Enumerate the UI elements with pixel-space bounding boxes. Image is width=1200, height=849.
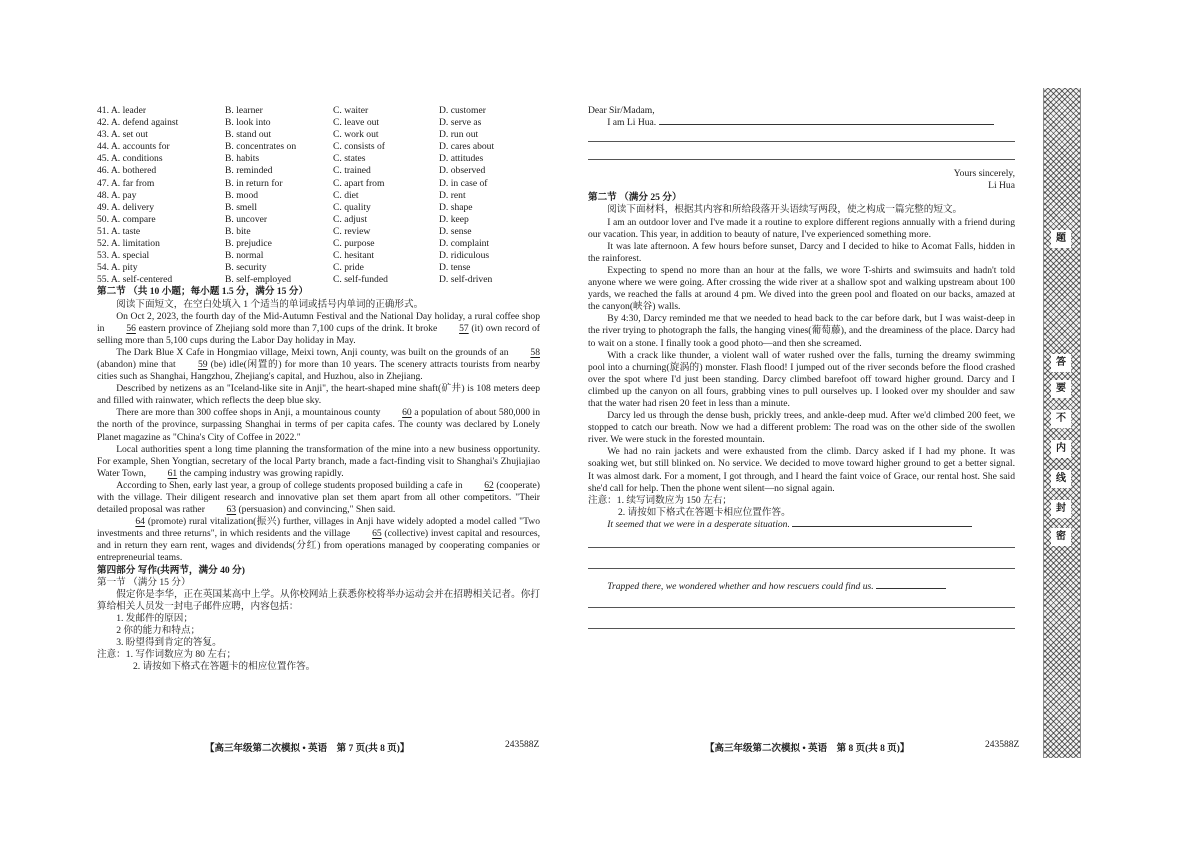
mcq-option-b: B. smell [225,201,257,213]
mcq-option-c: C. diet [333,189,359,201]
mcq-option-d: D. shape [439,201,473,213]
mcq-option-b: B. uncover [225,213,268,225]
mcq-option-d: D. observed [439,165,486,177]
mcq-row [97,141,540,153]
seal-character: 答 [1051,354,1071,372]
mcq-option-c: C. consists of [333,141,385,153]
mcq-option-b: B. in return for [225,177,283,189]
passage-paragraph: 64 (promote) rural vitalization(振兴) further, villages in Anji have widely adopted a model called "Two investments and three returns", in which residents and the village 65 (collective) invest capital and resources, and in return they earn rent, wages and dividends(分红) from operations managed by cooperating companies or entrepreneurial teams. [97,516,541,564]
mcq-option-a: 55. A. self-centered [97,274,173,286]
mcq-option-c: C. adjust [333,213,368,225]
content-point: 3. 盼望得到肯定的答复。 [116,637,222,649]
mcq-option-d: D. rent [439,189,466,201]
blank-65: 65 [372,528,382,540]
mcq-row [97,262,540,274]
mcq-option-d: D. sense [439,225,472,237]
mcq-option-c: C. quality [333,201,371,213]
mcq-option-b: B. mood [225,189,259,201]
seal-character: 封 [1051,500,1071,518]
mcq-row [97,165,540,177]
right-column [588,105,1015,629]
paragraph1-start: It seemed that we were in a desperate situation. [588,519,1015,531]
passage-paragraph: According to Shen, early last year, a group of college students proposed building a cafe in 62 (cooperate) with the village. Their diligent research and innovative plan set them apart from all other competitors. "Their detailed proposal was rather 63 (persuasion) and convincing," Shen said. [97,479,540,516]
blank-62: 62 [484,479,494,491]
email-opening: I am Li Hua. [588,117,1015,129]
mcq-option-c: C. leave out [333,117,380,129]
mcq-row [97,226,540,238]
passage-paragraph: The Dark Blue X Cafe in Hongmiao village, Meixi town, Anji county, was built on the grounds of an 58 (abandon) mine that 59 (be) idle(闲置的) for more than 10 years. The scenery attracts tourists from nearby cities such as Shanghai, Hangzhou, Zhejiang's capital, and Huzhou, also in Zhejiang. [97,346,540,383]
notes: 2. 请按如下格式在答题卡的相应位置作答。 [133,661,316,673]
mcq-option-b: B. reminded [225,165,273,177]
mcq-option-c: C. purpose [333,238,375,250]
section2-header: 第二节 （满分 25 分） [588,192,682,204]
mcq-row [97,238,540,250]
content-point: 1. 发邮件的原因； [116,612,193,624]
mcq-option-a: 51. A. taste [97,225,141,237]
blank-57: 57 [459,322,469,334]
story-paragraph: Expecting to spend no more than an hour at the falls, we wore T-shirts and swimsuits and hadn't told anyone where we were going. After crossing the wide river at a shallow spot and walking upstream about 100 yards, we reached the falls at around 4 pm. We dived into the green pool and floated on our backs, amazed at the canyon(峡谷) walls. [588,264,1015,313]
seal-character: 密 [1051,528,1071,546]
mcq-row [97,129,540,141]
writing-section1-header: 第一节 （满分 15 分） [97,576,191,588]
mcq-option-b: B. learner [225,105,263,116]
mcq-option-a: 48. A. pay [97,189,137,201]
blank-58: 58 [530,346,540,358]
writing-line [876,588,946,589]
mcq-option-a: 53. A. special [97,250,150,262]
mcq-option-a: 45. A. conditions [97,153,163,165]
binding-strip [1043,88,1081,758]
blank-61: 61 [167,467,178,479]
passage-paragraph: There are more than 300 coffee shops in Anji, a mountainous county 60 a population of about 580,000 in the north of the province, surpassing Shanghai in terms of per capita cafes. The county was declared by Lonely Planet magazine as "China's City of Coffee in 2022." [97,407,541,443]
mcq-option-c: C. trained [333,165,371,177]
notes: 注意：1. 写作词数应为 80 左右； [97,649,237,661]
mcq-row [97,117,540,129]
mcq-option-a: 44. A. accounts for [97,141,170,153]
mcq-option-a: 47. A. far from [97,177,155,189]
mcq-option-a: 49. A. delivery [97,201,155,213]
mcq-option-d: D. cares about [439,141,495,153]
mcq-row [97,274,540,286]
notes: 注意：1. 续写词数应为 150 左右； [588,494,732,506]
mcq-option-a: 41. A. leader [97,105,147,116]
story-paragraph: We had no rain jackets and were exhausted from the climb. Darcy asked if I had my phone. It was soaking wet, but still blinked on. No service. We decided to move toward higher ground to get a better signal. It was almost dark. For a moment, I got through, and I heard the faint voice of Grace, our rental host. She said she'd call for help. Then the phone went silent—no signal again. [588,446,1015,494]
story-paragraph: Darcy led us through the dense bush, prickly trees, and ankle-deep mud. After we'd climbed 200 feet, we stopped to catch our breath. Now we had a different problem: The road was on the other side of the swollen river. We were stuck in the forested mountain. [588,410,1015,446]
mcq-option-b: B. security [225,262,267,274]
mcq-option-a: 46. A. bothered [97,165,157,177]
email-closing: Yours sincerely, [953,168,1015,180]
notes: 2. 请按如下格式在答题卡相应位置作答。 [618,506,791,518]
mcq-option-d: D. run out [439,129,479,141]
blank-59: 59 [197,358,208,370]
seal-character: 不 [1051,410,1071,428]
blank-63: 63 [226,504,237,516]
mcq-option-d: D. tense [439,262,471,274]
mcq-option-d: D. attitudes [439,153,484,165]
mcq-option-b: B. prejudice [225,238,272,250]
mcq-option-b: B. habits [225,153,260,165]
section2-instruction: 阅读下面材料，根据其内容和所给段落开头语续写两段，使之构成一篇完整的短文。 [607,204,963,216]
story-paragraph: I am an outdoor lover and I've made it a routine to explore different regions annually with a friend during our vacation. This year, in addition to beauty of nature, I've experienced something more. [588,216,1015,240]
story-paragraph: It was late afternoon. A few hours before sunset, Darcy and I decided to hike to Acomat Falls, hidden in the rainforest. [588,240,1015,264]
story-paragraph: By 4:30, Darcy reminded me that we needed to head back to the car before dark, but I was waist-deep in the river trying to photograph the falls, the hanging vines(葡萄藤), and the dreaminess of the place. Darcy had to wait on a stone. I finally took a good photo—and then she screamed. [588,313,1015,349]
mcq-option-b: B. bite [225,225,251,237]
mcq-option-a: 42. A. defend against [97,117,179,129]
mcq-row [97,105,540,117]
mcq-options-table [97,105,540,286]
mcq-row [97,250,540,262]
section2-header: 第二节 （共 10 小题；每小题 1.5 分，满分 15 分） [97,286,309,298]
mcq-option-d: D. keep [439,213,469,225]
blank-56: 56 [126,322,136,334]
mcq-option-a: 52. A. limitation [97,238,160,250]
mcq-option-c: C. states [333,153,366,165]
mcq-option-d: D. customer [439,105,486,116]
mcq-option-c: C. pride [333,262,364,274]
blank-60: 60 [402,407,412,419]
writing-line [792,526,972,527]
mcq-option-a: 54. A. pity [97,262,138,274]
mcq-row [97,214,540,226]
seal-character: 题 [1051,230,1071,248]
writing-line [659,124,994,125]
mcq-option-d: D. self-driven [439,274,493,286]
mcq-option-c: C. self-funded [333,274,388,286]
mcq-option-a: 43. A. set out [97,129,148,141]
mcq-option-c: C. waiter [333,105,369,116]
mcq-option-d: D. ridiculous [439,250,490,262]
mcq-option-c: C. work out [333,129,379,141]
mcq-row [97,202,540,214]
content-point: 2 你的能力和特点； [116,625,201,637]
passage-paragraph: Local authorities spent a long time planning the transformation of the mine into a new business opportunity. For example, Shen Yongtian, secretary of the local Party branch, made a fact-finding visit to Shanghai's Zhujiajiao Water Town, 61 the camping industry was growing rapidly. [97,443,540,479]
mcq-option-b: B. concentrates on [225,141,297,153]
writing-line [588,628,1015,629]
mcq-option-c: C. review [333,225,371,237]
mcq-option-d: D. serve as [439,117,482,129]
writing-section1-prompt: 假定你是李华，正在英国某高中上学。从你校网站上获悉你校将举办运动会并在招聘相关记者。你打算给相关人员发一封电子邮件应聘，内容包括： [97,588,540,612]
exam-code: 243588Z [505,740,540,750]
mcq-option-b: B. self-employed [225,274,292,286]
passage-paragraph: Described by netizens as an "Iceland-like site in Anji", the heart-shaped mine shaft(矿井) is 108 meters deep and filled with rainwater, which reflects the deep blue sky. [97,383,540,407]
mcq-option-a: 50. A. compare [97,213,156,225]
passage-paragraph: On Oct 2, 2023, the fourth day of the Mid-Autumn Festival and the National Day holiday, a rural coffee shop in 56 eastern province of Zhejiang sold more than 7,100 cups of the drink. It broke 57 (it) own record of selling more than 5,100 cups during the Labor Day holiday in May. [97,310,540,346]
exam-code: 243588Z [985,740,1020,750]
page-footer: 【高三年级第二次模拟 • 英语 第 7 页(共 8 页)】 [205,744,410,754]
blank-64: 64 [135,516,145,528]
seal-character: 要 [1051,380,1071,398]
paragraph2-start: Trapped there, we wondered whether and how rescuers could find us. [588,581,1015,593]
page-footer: 【高三年级第二次模拟 • 英语 第 8 页(共 8 页)】 [705,744,910,754]
mcq-option-d: D. complaint [439,238,490,250]
email-salutation: Dear Sir/Madam, [588,105,655,116]
left-column [97,105,540,673]
mcq-option-b: B. look into [225,117,271,129]
section2-instruction: 阅读下面短文，在空白处填入 1 个适当的单词或括号内单词的正确形式。 [116,298,424,310]
part4-header: 第四部分 写作(共两节，满分 40 分) [97,564,245,576]
mcq-option-c: C. apart from [333,177,385,189]
story-paragraph: With a crack like thunder, a violent wall of water rushed over the falls, turning the dreamy swimming pool into a churning(旋涡的) monster. Flash flood! I jumped out of the river seconds before the flood crashed over the spot where I'd just been standing. Darcy climbed barefoot off toward higher ground. Darcy and I climbed up the canyon on all fours, grabbing vines to pull ourselves up. I looked over my shoulder and saw that the water had risen 20 feet in less than a minute. [588,349,1015,409]
seal-character: 内 [1051,440,1071,458]
mcq-option-c: C. hesitant [333,250,375,262]
mcq-row [97,178,540,190]
mcq-row [97,153,540,165]
mcq-option-b: B. normal [225,250,264,262]
mcq-option-b: B. stand out [225,129,272,141]
email-signature: Li Hua [988,180,1015,192]
mcq-option-d: D. in case of [439,177,488,189]
mcq-row [97,190,540,202]
seal-character: 线 [1051,470,1071,488]
